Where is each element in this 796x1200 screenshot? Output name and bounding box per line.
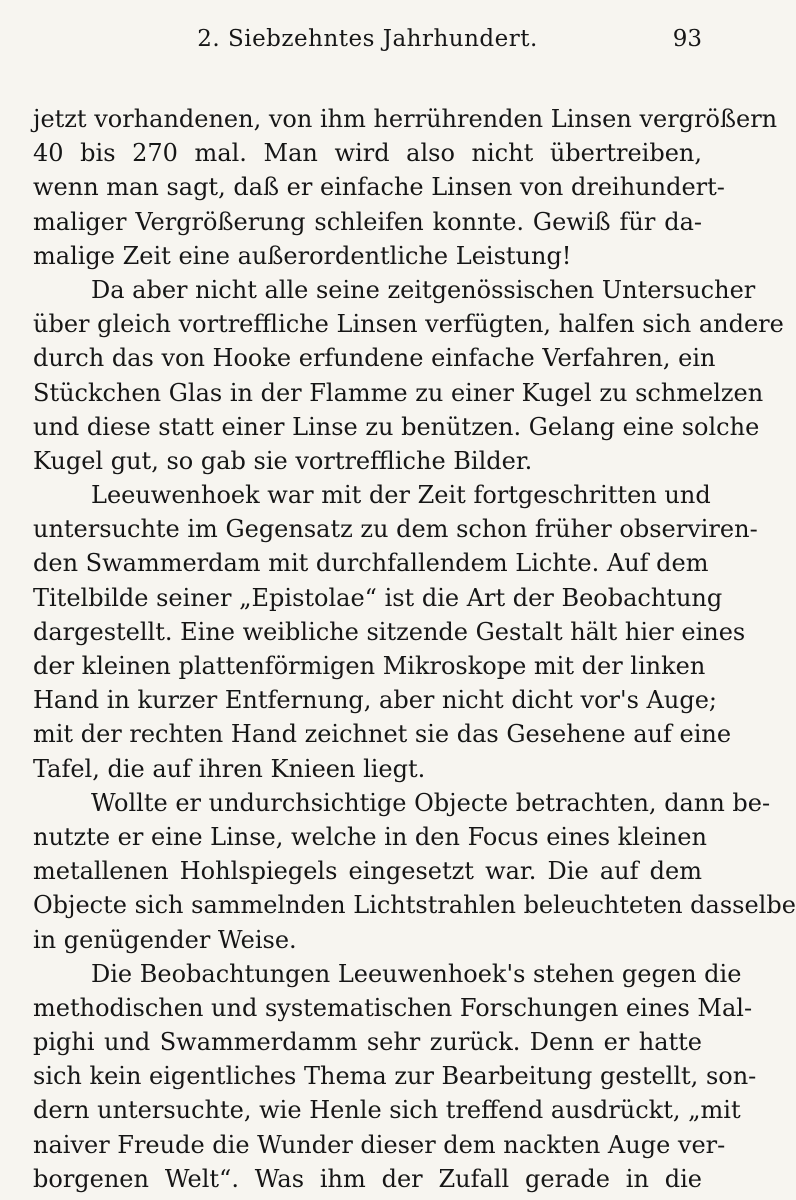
text-line: durch das von Hooke erfundene einfache Verfahren, ein xyxy=(33,344,716,373)
text-line: nutzte er eine Linse, welche in den Focus eines kleinen xyxy=(33,822,707,851)
text-line: sich kein eigentliches Thema zur Bearbeitung gestellt, son- xyxy=(33,1062,757,1091)
text-line: 40 bis 270 mal. Man wird also nicht übertreiben, xyxy=(33,139,702,168)
text-line: Leeuwenhoek war mit der Zeit fortgeschritten und xyxy=(91,481,711,510)
paragraph-1 xyxy=(33,102,778,273)
text-line: naiver Freude die Wunder dieser dem nackten Auge ver- xyxy=(33,1130,726,1159)
text-line: Titelbilde seiner „Epistolae“ ist die Art der Beobachtung xyxy=(33,583,723,612)
paragraph-4 xyxy=(33,786,796,957)
text-line: Hand in kurzer Entfernung, aber nicht dicht vor's Auge; xyxy=(33,686,717,715)
paragraph-3 xyxy=(33,478,758,786)
text-line: Die Beobachtungen Leeuwenhoek's stehen gegen die xyxy=(91,959,742,988)
paragraph-5 xyxy=(33,957,757,1196)
text-line: den Swammerdam mit durchfallendem Lichte. Auf dem xyxy=(33,549,709,578)
text-line: der kleinen plattenförmigen Mikroskope mit der linken xyxy=(33,652,706,680)
text-line: Da aber nicht alle seine zeitgenössischen Untersucher xyxy=(91,275,756,304)
text-line: Wollte er undurchsichtige Objecte betrachten, dann be- xyxy=(91,788,771,817)
text-line: und diese statt einer Linse zu benützen. Gelang eine solche xyxy=(33,412,760,441)
text-line: jetzt vorhandenen, von ihm herrührenden Linsen vergrößern xyxy=(33,105,778,133)
text-line: Stückchen Glas in der Flamme zu einer Kugel zu schmelzen xyxy=(33,378,764,407)
running-head xyxy=(33,18,702,62)
text-line: methodischen und systematischen Forschungen eines Mal- xyxy=(33,993,753,1022)
text-line: über gleich vortreffliche Linsen verfügten, halfen sich andere xyxy=(33,310,784,339)
text-line: Kugel gut, so gab sie vortreffliche Bilder. xyxy=(33,446,533,475)
page-number: 93 xyxy=(672,26,702,52)
text-line: dern untersuchte, wie Henle sich treffend ausdrückt, „mit xyxy=(33,1096,741,1125)
paragraph-2 xyxy=(33,273,784,478)
text-line: Objecte sich sammelnden Lichtstrahlen beleuchteten dasselbe xyxy=(33,891,796,920)
text-line: pighi und Swammerdamm sehr zurück. Denn er hatte xyxy=(33,1028,702,1057)
body-text xyxy=(33,102,796,1196)
text-line: metallenen Hohlspiegels eingesetzt war. Die auf dem xyxy=(33,857,702,886)
text-line: maliger Vergrößerung schleifen konnte. Gewiß für da- xyxy=(33,207,702,236)
running-title: 2. Siebzehntes Jahrhundert. xyxy=(197,26,538,52)
text-line: Tafel, die auf ihren Knieen liegt. xyxy=(33,754,426,783)
text-line: borgenen Welt“. Was ihm der Zufall gerade in die xyxy=(33,1164,702,1193)
text-line: wenn man sagt, daß er einfache Linsen von dreihundert- xyxy=(33,173,725,202)
text-line: mit der rechten Hand zeichnet sie das Gesehene auf eine xyxy=(33,720,732,749)
text-line: malige Zeit eine außerordentliche Leistung! xyxy=(33,241,572,270)
text-line: dargestellt. Eine weibliche sitzende Gestalt hält hier eines xyxy=(33,617,746,646)
text-line: untersuchte im Gegensatz zu dem schon früher observiren- xyxy=(33,515,758,544)
text-line: in genügender Weise. xyxy=(33,925,297,954)
